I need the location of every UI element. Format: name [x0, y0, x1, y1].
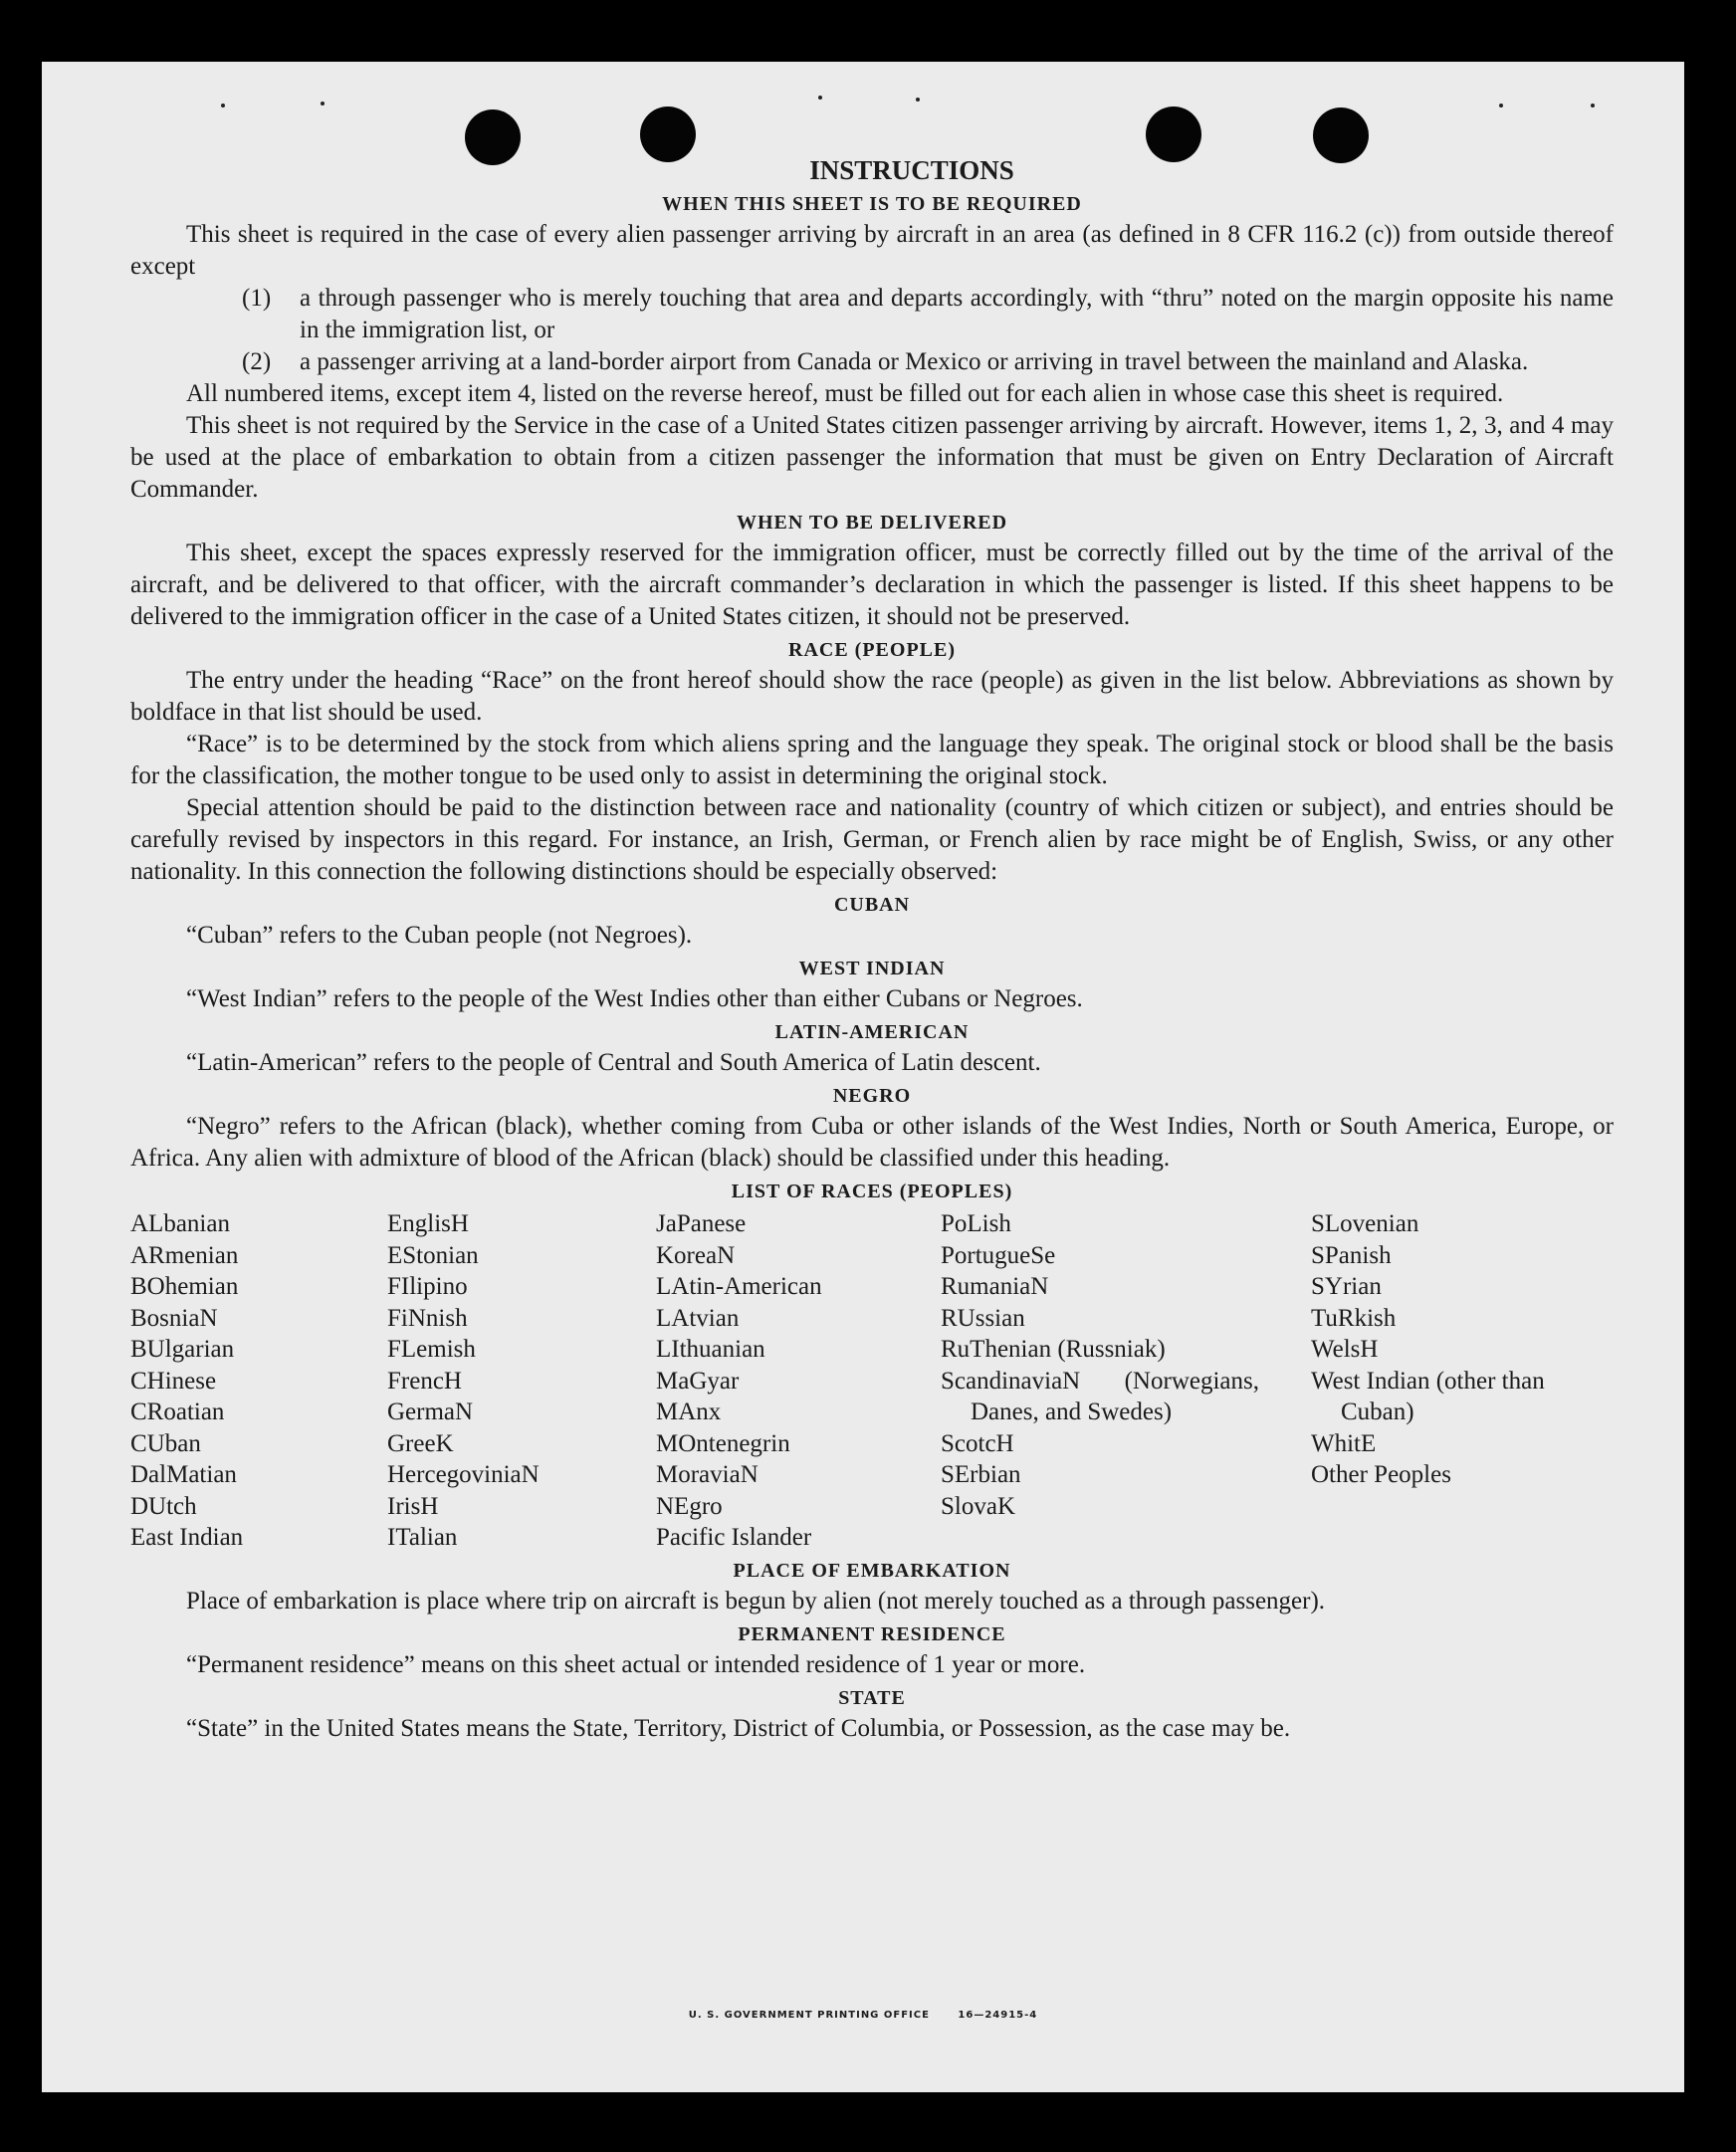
race-entry: HercegoviniaN [387, 1461, 540, 1488]
printing-office-footer [42, 2010, 1684, 2021]
race-entry: MoraviaN [656, 1461, 759, 1488]
item-number: (2) [242, 348, 272, 375]
race-entry: GreeK [387, 1429, 454, 1457]
footer-office: U. S. GOVERNMENT PRINTING OFFICE [688, 2010, 930, 2021]
paragraph: This sheet, except the spaces expressly reserved for the immigration officer, must be correctly filled out by the time of the arrival of the aircraft, and be delivered to that officer, with the aircraft commander’s declaration in which the passenger is listed. If this sheet happens to be delivered to the immigration officer in the case of a United States citizen, it should not be preserved. [130, 539, 1614, 630]
races-list [130, 1208, 1614, 1554]
paragraph: “Negro” refers to the African (black), whether coming from Cuba or other islands of the West Indies, North or South America, Europe, or Africa. Any alien with admixture of blood of the African (black) should be classified under this heading. [130, 1113, 1614, 1172]
paragraph: “State” in the United States means the State, Territory, District of Columbia, or Possession, as the case may be. [186, 1714, 1291, 1742]
paragraph: This sheet is required in the case of every alien passenger arriving by aircraft in an area (as defined in 8 CFR 116.2 (c)) from outside thereof except [130, 221, 1614, 280]
heading-negro: NEGRO [832, 1085, 912, 1107]
race-entry: SlovaK [941, 1492, 1015, 1520]
paragraph: Special attention should be paid to the distinction between race and nationality (country of which citizen or subject), and entries should be carefully revised by inspectors in this regard. For instance, an Irish, German, or French alien by race might be of English, Swiss, or any other nationality. In this connection the following distinctions should be especially observed: [130, 794, 1614, 885]
heading-race: RACE (PEOPLE) [788, 639, 956, 661]
paragraph: “Permanent residence” means on this sheet actual or intended residence of 1 year or more. [186, 1650, 1086, 1678]
heading-cuban: CUBAN [833, 894, 911, 916]
race-entry: ITalian [387, 1524, 458, 1551]
heading-west-indian: WEST INDIAN [798, 958, 946, 979]
race-entry: ScotcH [941, 1429, 1014, 1457]
footer-code: 16—24915-4 [958, 2010, 1038, 2021]
race-entry: PoLish [941, 1210, 1011, 1237]
race-entry: ALbanian [130, 1210, 230, 1237]
race-entry: BUlgarian [130, 1336, 235, 1363]
race-entry: SLovenian [1311, 1210, 1419, 1237]
heading-when-required: WHEN THIS SHEET IS TO BE REQUIRED [662, 193, 1082, 215]
heading-place-of-embarkation: PLACE OF EMBARKATION [733, 1559, 1011, 1582]
race-entry: EStonian [387, 1241, 479, 1269]
race-entry: PortugueSe [941, 1241, 1056, 1269]
paragraph: “Race” is to be determined by the stock from which aliens spring and the language they speak. The original stock or blood shall be the basis for the classification, the mother tongue to be used only to assist in determining the original stock. [130, 731, 1614, 789]
instructions-body [130, 153, 1614, 1745]
races-column-5 [1311, 1208, 1584, 1554]
race-entry: CHinese [130, 1367, 217, 1395]
race-entry: SPanish [1311, 1241, 1392, 1269]
race-entry: West Indian (other than Cuban) [1311, 1367, 1545, 1425]
list-item [242, 346, 1614, 378]
race-entry: CRoatian [130, 1399, 225, 1425]
race-entry: Pacific Islander [656, 1524, 812, 1551]
race-entry: East Indian [130, 1524, 244, 1551]
race-entry: WelsH [1311, 1336, 1379, 1363]
race-entry: ARmenian [130, 1241, 239, 1269]
paragraph: All numbered items, except item 4, listed on the reverse hereof, must be filled out for each alien in whose case this sheet is required. [186, 380, 1504, 407]
race-entry: ScandinaviaN (Norwegians, Danes, and Swedes) [941, 1367, 1259, 1425]
paragraph: “West Indian” refers to the people of the West Indies other than either Cubans or Negroes. [186, 985, 1083, 1012]
race-entry: IrisH [387, 1492, 439, 1520]
speck [916, 98, 920, 102]
race-entry: MOntenegrin [656, 1429, 790, 1457]
race-entry: WhitE [1311, 1429, 1377, 1457]
race-entry: DalMatian [130, 1461, 237, 1488]
item-text: a through passenger who is merely touching that area and departs accordingly, with “thru” noted on the margin opposite his name in the immigration list, or [300, 285, 1614, 343]
races-column-4 [941, 1208, 1311, 1554]
race-entry: LIthuanian [656, 1336, 765, 1363]
race-entry: BosniaN [130, 1304, 218, 1332]
race-entry: RumaniaN [941, 1273, 1049, 1300]
race-entry: RUssian [941, 1304, 1025, 1332]
list-item [242, 283, 1614, 346]
race-entry: LAtin-American [656, 1273, 822, 1300]
race-entry: BOhemian [130, 1273, 239, 1300]
race-entry: NEgro [656, 1492, 723, 1520]
races-column-2 [387, 1208, 656, 1554]
race-entry: CUban [130, 1429, 201, 1457]
speck [818, 96, 822, 100]
speck [321, 102, 325, 106]
race-entry: DUtch [130, 1492, 197, 1520]
race-entry: RuThenian (Russniak) [941, 1336, 1166, 1363]
race-entry: MAnx [656, 1399, 722, 1425]
race-entry: FrencH [387, 1367, 462, 1395]
race-entry: JaPanese [656, 1210, 747, 1237]
item-text: a passenger arriving at a land-border airport from Canada or Mexico or arriving in travel between the mainland and Alaska. [300, 348, 1529, 375]
document-sheet [42, 62, 1684, 2092]
race-entry: KoreaN [656, 1241, 736, 1269]
race-entry: Other Peoples [1311, 1461, 1451, 1488]
races-column-1 [130, 1208, 387, 1554]
race-entry: LAtvian [656, 1304, 740, 1332]
race-entry: EnglisH [387, 1210, 469, 1237]
race-entry: FLemish [387, 1336, 476, 1363]
item-number: (1) [242, 285, 272, 312]
paragraph: “Latin-American” refers to the people of Central and South America of Latin descent. [186, 1049, 1041, 1076]
race-entry: FiNnish [387, 1304, 468, 1332]
races-column-3 [656, 1208, 941, 1554]
paragraph: “Cuban” refers to the Cuban people (not Negroes). [186, 922, 693, 949]
race-entry: MaGyar [656, 1367, 740, 1395]
heading-state: STATE [838, 1686, 906, 1709]
heading-latin-american: LATIN-AMERICAN [774, 1021, 970, 1043]
race-entry: TuRkish [1311, 1304, 1397, 1332]
heading-permanent-residence: PERMANENT RESIDENCE [738, 1622, 1006, 1645]
race-entry: SYrian [1311, 1273, 1382, 1300]
paragraph: This sheet is not required by the Service in the case of a United States citizen passenger arriving by aircraft. However, items 1, 2, 3, and 4 may be used at the place of embarkation to obtain from a citizen passenger the information that must be given on Entry Declaration of Aircraft Commander. [130, 412, 1614, 503]
race-entry: SErbian [941, 1461, 1021, 1488]
speck [221, 104, 225, 108]
race-entry: FIlipino [387, 1273, 468, 1300]
race-entry: GermaN [387, 1399, 474, 1425]
speck [1591, 104, 1595, 108]
paragraph: Place of embarkation is place where trip on aircraft is begun by alien (not merely touched as a through passenger). [186, 1587, 1326, 1614]
heading-when-delivered: WHEN TO BE DELIVERED [736, 512, 1008, 534]
speck [1499, 104, 1503, 108]
paragraph: The entry under the heading “Race” on the front hereof should show the race (people) as given in the list below. Abbreviations as shown by boldface in that list should be used. [130, 667, 1614, 726]
heading-list-of-races: LIST OF RACES (PEOPLES) [731, 1181, 1013, 1202]
page-title: INSTRUCTIONS [809, 155, 1014, 185]
